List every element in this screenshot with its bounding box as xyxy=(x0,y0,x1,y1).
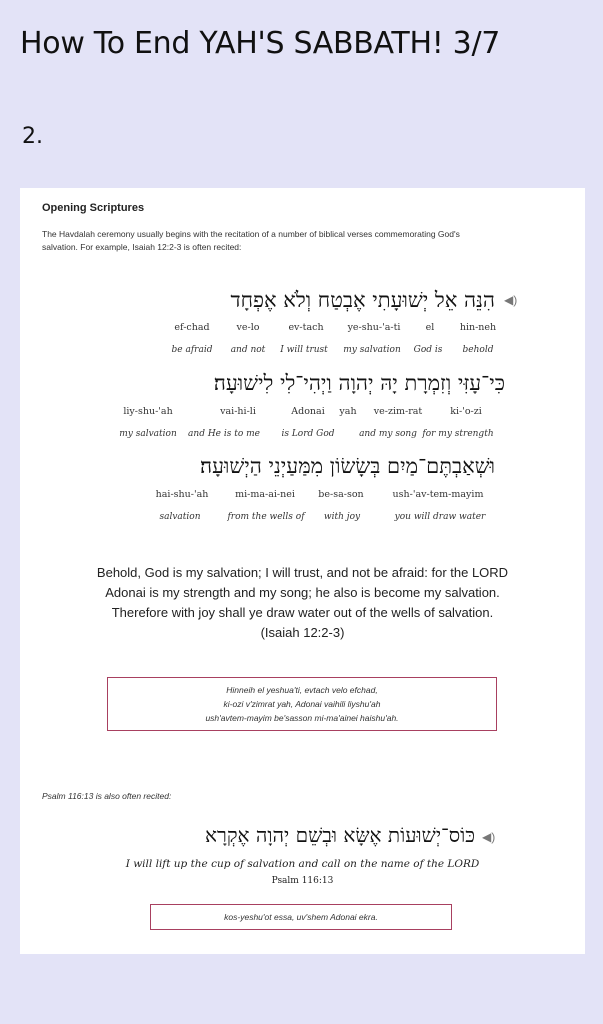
word-gloss: my salvation xyxy=(119,429,177,439)
speaker-icon[interactable]: ◀︎) xyxy=(482,830,496,844)
box-line: ki-ozi v'zimrat yah, Adonai vaihili liyshu'ah xyxy=(223,699,381,709)
word-transliteration: ki-'o-zi xyxy=(450,406,482,417)
isaiah-reference: (Isaiah 12:2-3) xyxy=(260,625,345,640)
scripture-image-card xyxy=(20,188,585,954)
box-line: kos-yeshu'ot essa, uv'shem Adonai ekra. xyxy=(224,912,378,922)
verse-hebrew: הִנֵּה אֵל יְשׁוּעָתִי אֶבְטַח וְלֹא אֶפְחָד xyxy=(230,288,495,312)
word-transliteration: hin-neh xyxy=(459,322,497,333)
psalm-english: I will lift up the cup of salvation and call on the name of the LORD xyxy=(125,858,480,870)
box-line: ush'avtem-mayim be'sasson mi-ma'ainei haishu'ah. xyxy=(205,713,399,723)
speaker-icon[interactable]: ◀︎) xyxy=(504,293,518,307)
psalm-hebrew: כּוֹס־יְשׁוּעוֹת אֶשָּׂא וּבְשֵׁם יְהוָה אֶקְרָא xyxy=(205,823,475,847)
word-gloss: is Lord God xyxy=(281,429,335,439)
word-gloss: and He is to me xyxy=(188,429,260,439)
word-transliteration: yah xyxy=(339,406,357,417)
word-gloss: and not xyxy=(230,345,266,355)
verse-hebrew: וּשְׁאַבְתֶּם־מַיִם בְּשָׂשׂוֹן מִמַּעַיְנֵי הַיְשׁוּעָה׃ xyxy=(200,454,495,478)
translation-text: Behold, God is my salvation; I will trust, and not be afraid: for the LORD Adonai is my strength and my song; he also is become my salvation. Therefore with joy shall ye draw water out of the wells of salvation. xyxy=(96,565,509,620)
psalm-reference: Psalm 116:13 xyxy=(271,876,334,886)
word-gloss: with joy xyxy=(323,512,361,522)
section-heading: Opening Scriptures xyxy=(42,202,145,214)
word-transliteration: ve-lo xyxy=(236,322,260,333)
transliteration-box xyxy=(107,677,497,731)
word-transliteration: Adonai xyxy=(291,406,325,417)
word-transliteration: el xyxy=(425,322,435,333)
word-gloss: behold xyxy=(462,345,494,355)
box-line: Hinneih el yeshua'ti, evtach velo efchad, xyxy=(226,685,378,695)
word-gloss: you will draw water xyxy=(394,512,486,522)
word-gloss: my salvation xyxy=(343,345,401,355)
word-transliteration: ef-chad xyxy=(174,322,210,333)
word-gloss: and my song xyxy=(359,429,417,439)
psalm-intro: Psalm 116:13 is also often recited: xyxy=(42,791,172,801)
word-transliteration: hai-shu-'ah xyxy=(155,489,209,500)
word-transliteration: mi-ma-ai-nei xyxy=(235,489,295,500)
word-gloss: I will trust xyxy=(280,345,328,355)
word-gloss: salvation xyxy=(159,512,201,522)
english-translation xyxy=(80,563,525,643)
word-transliteration: ev-tach xyxy=(288,322,324,333)
word-transliteration: ush-'av-tem-mayim xyxy=(392,489,484,500)
word-gloss: for my strength xyxy=(422,429,494,439)
word-transliteration: liy-shu-'ah xyxy=(123,406,173,417)
word-gloss: be afraid xyxy=(171,345,213,355)
word-transliteration: be-sa-son xyxy=(318,489,364,500)
word-transliteration: vai-hi-li xyxy=(220,406,256,417)
verse-hebrew: כִּי־עָזִּי וְזִמְרָת יָהּ יְהוָה וַיְהִי־לִי לִישׁוּעָה׃ xyxy=(213,371,505,395)
page-title: How To End YAH'S SABBATH! 3/7 xyxy=(20,26,501,61)
psalm-transliteration-box xyxy=(150,904,452,930)
word-gloss: God is xyxy=(413,345,443,355)
item-number: 2. xyxy=(22,124,43,149)
intro-text: The Havdalah ceremony usually begins with the recitation of a number of biblical verses commemorating God's salvation. For example, Isaiah 12:2-3 is often recited: xyxy=(42,229,460,252)
word-gloss: from the wells of xyxy=(227,512,305,522)
word-transliteration: ve-zim-rat xyxy=(373,406,423,417)
word-transliteration: ye-shu-'a-ti xyxy=(347,322,401,333)
